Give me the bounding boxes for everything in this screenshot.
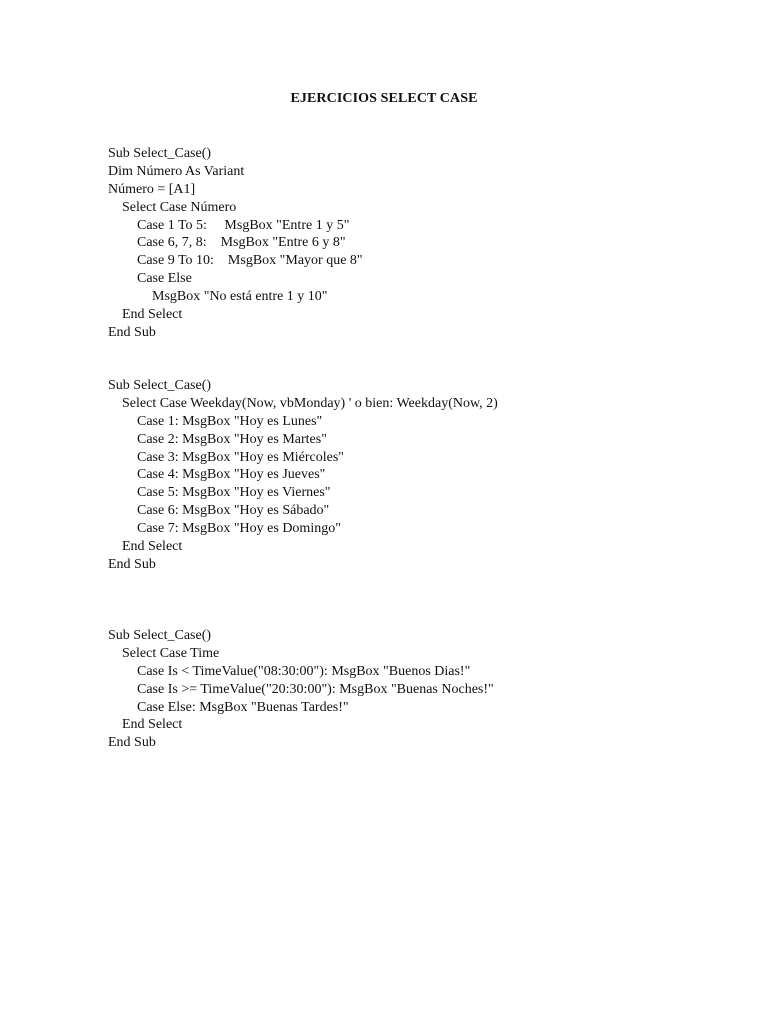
code-line: Case 1 To 5: MsgBox "Entre 1 y 5" [137,217,350,233]
code-line: Case Is >= TimeValue("20:30:00"): MsgBox "Buenas Noches!" [137,681,494,697]
code-line: End Sub [108,324,156,340]
code-line: Case 6: MsgBox "Hoy es Sábado" [137,503,330,519]
code-line: Sub Select_Case() [108,378,212,393]
code-line: Case 4: MsgBox "Hoy es Jueves" [137,467,326,483]
code-line: Case 1: MsgBox "Hoy es Lunes" [137,413,323,429]
code-line: End Select [122,539,183,555]
code-line: End Sub [108,556,156,572]
code-line: Case 7: MsgBox "Hoy es Domingo" [137,521,341,537]
code-line: Sub Select_Case() [108,146,212,161]
code-line: Dim Número As Variant [108,163,245,179]
code-line: Número = [A1] [108,181,196,197]
code-line: Select Case Time [122,645,220,661]
code-line: Case 9 To 10: MsgBox "Mayor que 8" [137,253,363,269]
code-line: Case 3: MsgBox "Hoy es Miércoles" [137,449,345,465]
code-line: Case 6, 7, 8: MsgBox "Entre 6 y 8" [137,235,346,251]
code-line: End Sub [108,735,156,751]
code-line: End Select [122,717,183,733]
code-line: Select Case Número [122,199,237,215]
page-title: EJERCICIOS SELECT CASE [290,91,478,106]
code-block-weekday-case [108,377,498,574]
code-line: Case Else: MsgBox "Buenas Tardes!" [137,699,349,715]
code-line: Case Else [137,271,192,287]
code-line: MsgBox "No está entre 1 y 10" [152,289,328,305]
code-line: Case 2: MsgBox "Hoy es Martes" [137,431,327,447]
code-line: Case Is < TimeValue("08:30:00"): MsgBox "Buenos Dias!" [137,663,471,679]
code-line: End Select [122,307,183,323]
code-block-number-case [108,145,363,342]
code-line: Case 5: MsgBox "Hoy es Viernes" [137,485,331,501]
code-line: Select Case Weekday(Now, vbMonday) ' o bien: Weekday(Now, 2) [122,395,498,411]
code-line: Sub Select_Case() [108,628,212,643]
code-block-time-case [108,627,494,752]
